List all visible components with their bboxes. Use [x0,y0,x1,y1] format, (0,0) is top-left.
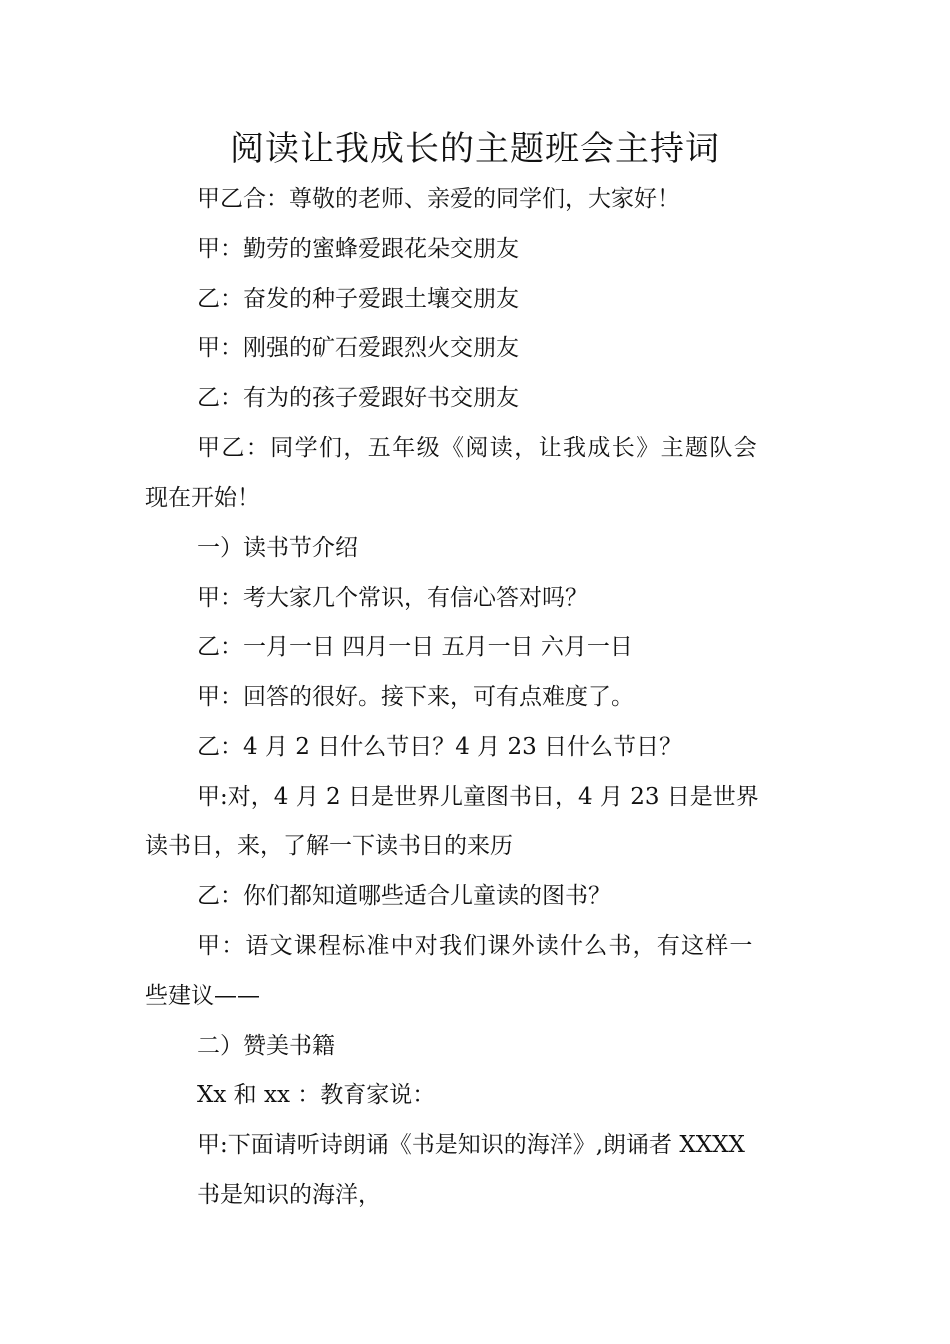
body-line: 乙：你们都知道哪些适合儿童读的图书？ [197,883,611,909]
body-line: 甲：勤劳的蜜蜂爱跟花朵交朋友 [197,236,519,262]
body-line: Xx 和 xx ：教育家说： [197,1082,436,1108]
body-line: 甲：语文课程标准中对我们课外读什么书，有这样一 [197,933,754,959]
body-line: 乙：一月一日 四月一日 五月一日 六月一日 [197,634,633,660]
body-line: 甲乙合：尊敬的老师、亲爱的同学们，大家好！ [197,186,680,212]
body-line: 甲：回答的很好。接下来，可有点难度了。 [197,684,634,710]
body-line: 些建议—— [145,983,260,1009]
body-line: 甲：考大家几个常识，有信心答对吗？ [197,585,588,611]
body-line: 乙：有为的孩子爱跟好书交朋友 [197,385,519,411]
body-line: 甲乙：同学们，五年级《阅读，让我成长》主题队会 [197,435,759,461]
section-heading: 一）读书节介绍 [197,535,358,561]
body-line: 甲：刚强的矿石爱跟烈火交朋友 [197,335,519,361]
document-title: 阅读让我成长的主题班会主持词 [230,129,720,169]
body-line: 乙：4 月 2 日什么节日？4 月 23 日什么节日？ [197,734,683,760]
body-line: 读书日，来，了解一下读书日的来历 [145,833,513,859]
body-line: 甲:下面请听诗朗诵《书是知识的海洋》,朗诵者 XXXX [197,1132,745,1158]
body-line: 书是知识的海洋， [197,1182,381,1208]
section-heading: 二）赞美书籍 [197,1033,335,1059]
body-line: 乙：奋发的种子爱跟土壤交朋友 [197,286,519,312]
body-line: 现在开始！ [145,485,260,511]
body-line: 甲:对，4 月 2 日是世界儿童图书日，4 月 23 日是世界 [197,784,759,810]
